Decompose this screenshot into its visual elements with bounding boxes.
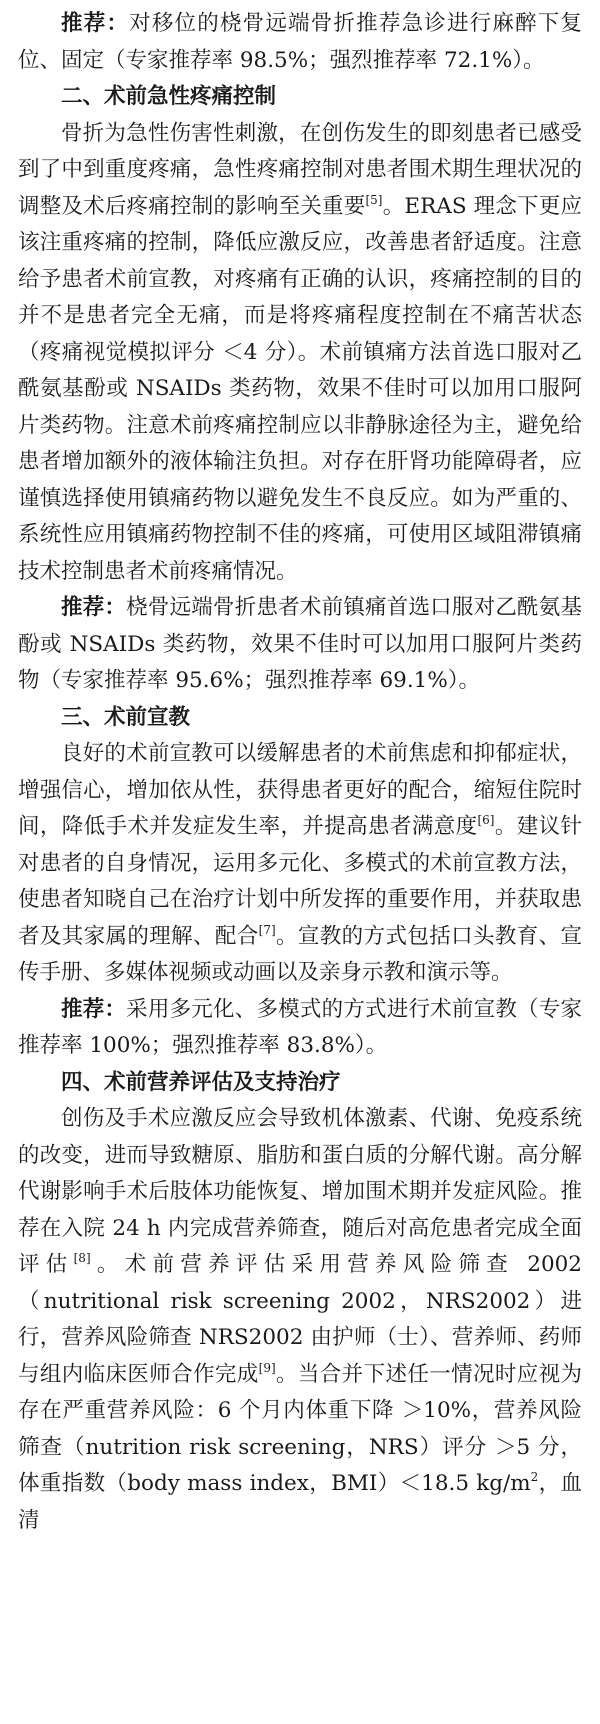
citation-superscript: [7] xyxy=(258,922,276,937)
paragraph-text: 。术前营养评估采用营养风险筛查 2002（nutritional risk screening 2002，NRS2002）进行，营养风险筛查 NRS2002 由护师（士）、营养师、药师与组内临床医师合作完成 xyxy=(18,1252,582,1387)
citation-superscript: 2 xyxy=(530,1470,539,1484)
body-paragraph xyxy=(18,1101,582,1539)
recommendation-paragraph xyxy=(18,992,582,1065)
paragraph-text: ，血清 xyxy=(18,1471,582,1533)
citation-superscript: [5] xyxy=(365,192,383,207)
recommendation-text: 采用多元化、多模式的方式进行术前宣教（专家推荐率 100%；强烈推荐率 83.8%）。 xyxy=(18,996,582,1058)
paragraph-text: 。宣教的方式包括口头教育、宣传手册、多媒体视频或动画以及亲身示教和演示等。 xyxy=(18,923,582,985)
paragraph-text: 。当合并下述任一情况时应视为存在严重营养风险：6 个月内体重下降 ＞10%，营养风险筛查（nutrition risk screening，NRS）评分 ＞5 分，体重指数（body mass index，BMI）＜18.5 kg/m xyxy=(18,1361,582,1496)
body-paragraph xyxy=(18,116,582,591)
recommendation-label: 推荐： xyxy=(61,11,130,36)
recommendation-label: 推荐： xyxy=(61,996,127,1022)
recommendation-paragraph xyxy=(18,590,582,700)
paragraph-text: 。建议针对患者的自身情况，运用多元化、多模式的术前宣教方法，使患者知晓自己在治疗计划中所发挥的重要作用，并获取患者及其家属的理解、配合 xyxy=(18,814,582,949)
paragraph-text: 良好的术前宣教可以缓解患者的术前焦虑和抑郁症状，增强信心，增加依从性，获得患者更好的配合，缩短住院时间，降低手术并发症发生率，并提高患者满意度 xyxy=(18,741,582,839)
citation-superscript: [9] xyxy=(258,1360,276,1375)
section-heading: 二、术前急性疼痛控制 xyxy=(61,84,277,109)
recommendation-text: 对移位的桡骨远端骨折推荐急诊进行麻醉下复位、固定（专家推荐率 98.5%；强烈推荐率 72.1%）。 xyxy=(18,11,582,73)
paragraph-text: 创伤及手术应激反应会导致机体激素、代谢、免疫系统的改变，进而导致糖原、脂肪和蛋白质的分解代谢。高分解代谢影响手术后肢体功能恢复、增加围术期并发症风险。推荐在入院 24 h 内完成营养筛查，随后对高危患者完成全面评估 xyxy=(18,1106,582,1277)
recommendation-text: 桡骨远端骨折患者术前镇痛首选口服对乙酰氨基酚或 NSAIDs 类药物，效果不佳时可以加用口服阿片类药物（专家推荐率 95.6%；强烈推荐率 69.1%）。 xyxy=(18,595,582,693)
recommendation-paragraph xyxy=(18,6,582,79)
section-heading: 三、术前宣教 xyxy=(61,704,191,730)
paragraph-text: 骨折为急性伤害性刺激，在创伤发生的即刻患者已感受到了中到重度疼痛，急性疼痛控制对患者围术期生理状况的调整及术后疼痛控制的影响至关重要 xyxy=(18,120,582,219)
body-paragraph xyxy=(18,736,582,992)
recommendation-label: 推荐： xyxy=(61,595,127,620)
section-heading: 四、术前营养评估及支持治疗 xyxy=(61,1069,341,1095)
paragraph-text: 。ERAS 理念下更应该注重疼痛的控制，降低应激反应，改善患者舒适度。注意给予患者术前宣教，对疼痛有正确的认识，疼痛控制的目的并不是患者完全无痛，而是将疼痛程度控制在不痛苦状态（疼痛视觉模拟评分 ＜4 分）。术前镇痛方法首选口服对乙酰氨基酚或 NSAIDs 类药物，效果不佳时可以加用口服阿片类药物。注意术前疼痛控制应以非静脉途径为主，避免给患者增加额外的液体输注负担。对存在肝肾功能障碍者，应谨慎选择使用镇痛药物以避免发生不良反应。如为严重的、系统性应用镇痛药物控制不佳的疼痛，可使用区域阻滞镇痛技术控制患者术前疼痛情况。 xyxy=(18,193,582,584)
citation-superscript: [8] xyxy=(73,1251,91,1265)
citation-superscript: [6] xyxy=(477,813,495,827)
